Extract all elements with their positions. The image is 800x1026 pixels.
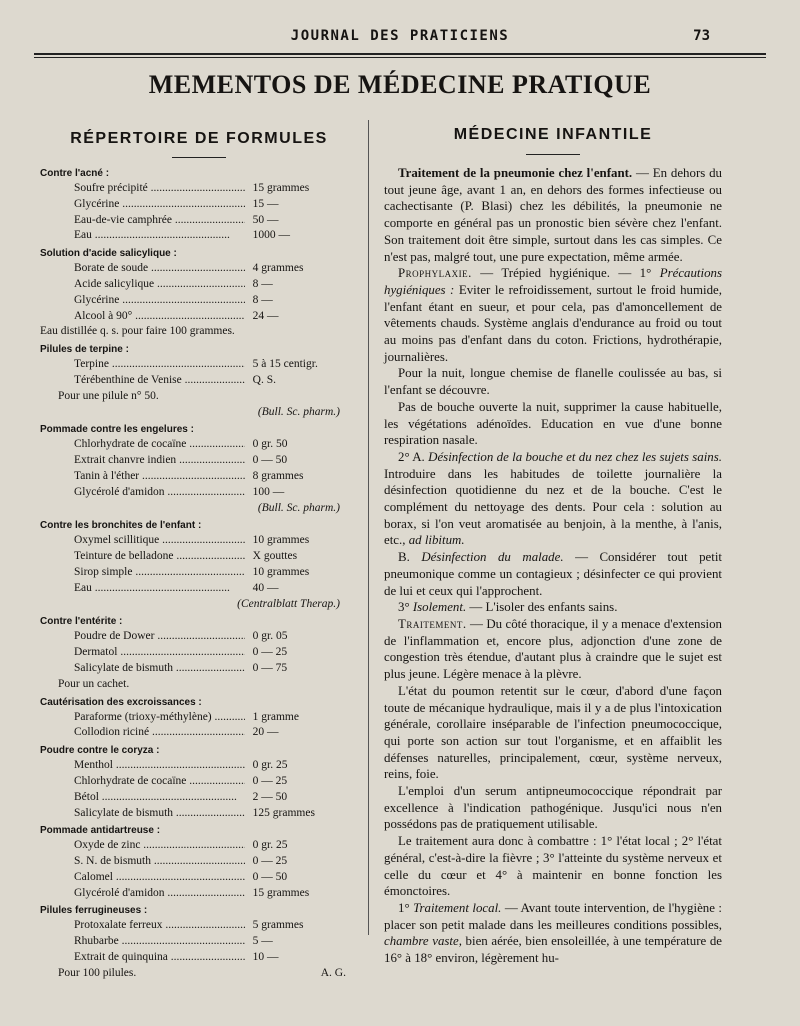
ingredient-row <box>40 228 358 244</box>
ingredient-quantity: 15 grammes <box>252 182 310 194</box>
ingredient-row <box>40 469 358 485</box>
header-rule <box>34 53 766 55</box>
ingredient-quantity: 40 — <box>252 581 279 594</box>
ingredient-row <box>40 549 358 565</box>
formula-note: Pour 100 pilules. A. G. <box>40 966 358 982</box>
ingredient-name: Glycérine ..... <box>40 197 245 213</box>
ingredient-name: Teinture de belladone ..... <box>40 549 245 565</box>
ingredient-quantity: 24 — <box>252 309 279 322</box>
ingredient-quantity: 8 — <box>252 277 273 290</box>
ingredient-name: Eau-de-vie camphrée ..... <box>40 213 245 229</box>
section-rule <box>172 157 226 158</box>
ingredient-quantity: 125 grammes <box>252 806 315 819</box>
ingredient-quantity: 0 — 75 <box>252 661 288 674</box>
ingredient-quantity: 10 grammes <box>252 565 310 578</box>
ingredient-row <box>40 886 358 902</box>
ingredient-quantity: 1000 — <box>252 229 291 242</box>
ingredient-row <box>40 806 358 822</box>
ingredient-quantity: X gouttes <box>252 550 298 563</box>
ingredient-name: Protoxalate ferreux ..... <box>40 918 245 934</box>
ingredient-quantity: 0 — 50 <box>252 454 288 467</box>
ingredient-name: Extrait de quinquina ..... <box>40 950 245 966</box>
ingredient-row <box>40 565 358 581</box>
ingredient-name: Salicylate de bismuth ..... <box>40 661 245 677</box>
ingredient-name: Extrait chanvre indien ..... <box>40 453 245 469</box>
ingredient-name: Térébenthine de Venise ..... <box>40 373 245 389</box>
ingredient-name: Eau ..... <box>40 228 245 244</box>
ingredient-row <box>40 790 358 806</box>
paragraph: L'emploi d'un serum antipneumococcique répondrait par excellence à l'indication pathogénique. Jusqu'ici nous n'en possédons pas de pratiquement utilisable. <box>384 784 722 832</box>
ingredient-quantity: 0 gr. 05 <box>252 630 288 643</box>
ingredient-name: Salicylate de bismuth ..... <box>40 806 245 822</box>
ingredient-quantity: 15 — <box>252 197 279 210</box>
ingredient-name: Terpine ..... <box>40 357 245 373</box>
formula-heading: Poudre contre le coryza : <box>40 745 160 757</box>
ingredient-quantity: Q. S. <box>252 373 276 386</box>
ingredient-name: Borate de soude ..... <box>40 261 245 277</box>
ingredient-row <box>40 197 358 213</box>
ingredient-name: Glycérolé d'amidon ..... <box>40 886 245 902</box>
ingredient-name: Chlorhydrate de cocaïne ..... <box>40 437 245 453</box>
ingredient-quantity: 5 — <box>252 935 273 948</box>
formula-list <box>40 166 358 982</box>
running-head: JOURNAL DES PRATICIENS <box>290 28 510 44</box>
paragraph: 3° Isolement. — L'isoler des enfants sains. <box>398 600 618 615</box>
ingredient-row <box>40 453 358 469</box>
medicine-column <box>384 126 722 967</box>
ingredient-name: Soufre précipité ..... <box>40 181 245 197</box>
ingredient-row <box>40 373 358 389</box>
ingredient-name: Chlorhydrate de cocaïne ..... <box>40 774 245 790</box>
ingredient-quantity: 8 — <box>252 293 273 306</box>
formula-group <box>40 614 358 692</box>
subheading-prophylaxie: Prophylaxie. <box>398 266 472 281</box>
ingredient-row <box>40 950 358 966</box>
formula-heading: Cautérisation des excroissances : <box>40 696 202 708</box>
ingredient-row <box>40 629 358 645</box>
ingredient-name: Paraforme (trioxy-méthylène) ..... <box>40 710 245 726</box>
ingredient-quantity: 8 grammes <box>252 469 304 482</box>
ingredient-name: Poudre de Dower ..... <box>40 629 245 645</box>
ingredient-quantity: 10 — <box>252 951 279 964</box>
ingredient-quantity: 0 gr. 25 <box>252 759 288 772</box>
formula-note: Pour un cachet. <box>58 677 130 690</box>
ingredient-row <box>40 357 358 373</box>
formula-group <box>40 166 358 244</box>
page-number: 73 <box>693 28 710 44</box>
ingredient-quantity: 1 gramme <box>252 710 299 723</box>
ingredient-row <box>40 725 358 741</box>
ingredient-row <box>40 710 358 726</box>
ingredient-name: Sirop simple ..... <box>40 565 245 581</box>
ingredient-row <box>40 838 358 854</box>
formula-heading: Pilules ferrugineuses : <box>40 905 148 917</box>
page-header <box>34 28 766 50</box>
formula-group <box>40 903 358 981</box>
ingredient-row <box>40 437 358 453</box>
section-title-formulas: RÉPERTOIRE DE FORMULES <box>70 130 328 147</box>
ingredient-row <box>40 870 358 886</box>
formula-heading: Contre l'acné : <box>40 168 110 179</box>
formula-source: (Bull. Sc. pharm.) <box>257 405 340 418</box>
subheading-traitement: Traitement. <box>398 616 467 631</box>
ingredient-row <box>40 213 358 229</box>
ingredient-name: Oxymel scillitique ..... <box>40 533 245 549</box>
ingredient-quantity: 5 grammes <box>252 919 304 932</box>
formula-group <box>40 695 358 742</box>
ingredient-name: Glycérolé d'amidon ..... <box>40 485 245 501</box>
ingredient-name: Rhubarbe ..... <box>40 934 245 950</box>
ingredient-row <box>40 934 358 950</box>
formula-group <box>40 518 358 612</box>
paragraph: Traitement de la pneumonie chez l'enfant. — En dehors du tout jeune âge, avant 1 an, en dehors des formes infectieuse ou cachectisante (P. Blasi) chez les débilités, la pneumonie ne comporte en général pas un pronostic bien sévère chez l'enfant. Son traitement doit être simple, surtout dans les cas simples. Ce n'est pas, malgré tout, une pure expectation, même armée. <box>384 166 722 264</box>
formula-source: (Bull. Sc. pharm.) <box>257 501 340 514</box>
formula-group <box>40 823 358 901</box>
formulas-column <box>40 130 358 984</box>
ingredient-row <box>40 261 358 277</box>
header-rule-thin <box>34 57 766 58</box>
formula-heading: Contre les bronchites de l'enfant : <box>40 520 202 532</box>
ingredient-quantity: 4 grammes <box>252 262 304 275</box>
formula-note: Eau distillée q. s. pour faire 100 grammes. <box>40 325 235 338</box>
paragraph: Prophylaxie. — Trépied hygiénique. — 1° Précautions hygiéniques : Eviter le refroidissement, surtout le froid humide, l'enfant étant en sueur, et pour cela, pas d'amoncellement de vêtements chauds. Système anglais d'endurance au froid ou tout au moins pas d'enfant dans du coton. Frictions, hydrothérapie, journalières. <box>384 266 722 364</box>
ingredient-row <box>40 645 358 661</box>
ingredient-quantity: 0 — 25 <box>252 646 288 659</box>
ingredient-row <box>40 918 358 934</box>
paragraph: Le traitement aura donc à combattre : 1° l'état local ; 2° l'état général, c'est-à-dire la fièvre ; 3° l'atteinte du système nerveux et celle du cœur et 4° à maintenir en bonne fonction les émonctoires. <box>384 834 722 899</box>
ingredient-name: Acide salicylique ..... <box>40 277 245 293</box>
formula-heading: Solution d'acide salicylique : <box>40 248 177 260</box>
ingredient-name: Dermatol ..... <box>40 645 245 661</box>
formula-group <box>40 422 358 516</box>
formula-heading: Pommade antidartreuse : <box>40 825 161 837</box>
ingredient-name: Glycérine ..... <box>40 293 245 309</box>
formula-heading: Pommade contre les engelures : <box>40 424 194 436</box>
ingredient-name: Calomel ..... <box>40 870 245 886</box>
article-lead: Traitement de la pneumonie chez l'enfant. <box>398 166 633 180</box>
ingredient-quantity: 50 — <box>252 213 279 226</box>
formula-heading: Pilules de terpine : <box>40 344 129 356</box>
paragraph: Pas de bouche ouverte la nuit, supprimer la cause habituelle, les végétations adénoïdes. Education en vue d'une bonne respiration nasale. <box>384 399 722 448</box>
ingredient-row <box>40 309 358 325</box>
section-title-medicine: MÉDECINE INFANTILE <box>453 126 653 143</box>
ingredient-name: Collodion riciné ..... <box>40 725 245 741</box>
ingredient-name: Alcool à 90° ..... <box>40 309 245 325</box>
formula-group <box>40 743 358 821</box>
ingredient-row <box>40 181 358 197</box>
ingredient-row <box>40 854 358 870</box>
main-title: MEMENTOS DE MÉDECINE PRATIQUE <box>148 70 652 99</box>
paragraph: B. Désinfection du malade. — Considérer tout petit pneumonique comme un contagieux ; désinfecter ce qui provient de lui et ceux qui l'approchent. <box>384 550 722 598</box>
ingredient-row <box>40 485 358 501</box>
paragraph: Pour la nuit, longue chemise de flanelle coulissée au bas, si l'enfant se découvre. <box>384 366 722 398</box>
paragraph: 1° Traitement local. — Avant toute intervention, de l'hygiène : placer son petit malade dans les meilleures conditions possibles, chambre vaste, bien aérée, bien ensoleillée, à une température de 16° à 18° environ, légèrement hu- <box>384 900 722 966</box>
ingredient-row <box>40 533 358 549</box>
ingredient-quantity: 100 — <box>252 485 285 498</box>
ingredient-row <box>40 277 358 293</box>
formula-note: Pour une pilule n° 50. <box>58 389 159 402</box>
ingredient-name: S. N. de bismuth ..... <box>40 854 245 870</box>
author-signature: A. G. <box>320 966 346 979</box>
ingredient-quantity: 0 gr. 25 <box>252 839 288 852</box>
formula-source: (Centralblatt Therap.) <box>237 597 340 610</box>
ingredient-name: Tanin à l'éther ..... <box>40 469 245 485</box>
ingredient-quantity: 2 — 50 <box>252 790 288 803</box>
ingredient-row <box>40 758 358 774</box>
ingredient-quantity: 0 — 50 <box>252 870 288 883</box>
section-rule <box>526 154 580 155</box>
column-divider <box>368 120 369 935</box>
paragraph: L'état du poumon retentit sur le cœur, d'abord d'une façon toute de mécanique hydraulique, mais il y a de plus l'intoxication générale, corollaire inséparable de l'infection pneumococcique, qui porte son action sur tout l'organisme, et en affaiblit les défenses naturelles, principalement, cœur, système nerveux, reins, foie. <box>384 683 722 782</box>
formula-heading: Contre l'entérite : <box>40 616 123 628</box>
paragraph: 2° A. Désinfection de la bouche et du nez chez les sujets sains. Introduire dans les habitudes de toilette journalière la désinfection quotidienne du nez et de la bouche. C'est le complément du nettoyage des dents. Pour cela : solution au borax, si l'on veut aromatisée au benjoin, à la menthe, à l'anis, etc., ad libitum. <box>384 449 722 548</box>
ingredient-quantity: 15 grammes <box>252 886 310 899</box>
ingredient-row <box>40 774 358 790</box>
ingredient-name: Oxyde de zinc ..... <box>40 838 245 854</box>
formula-group <box>40 246 358 340</box>
ingredient-quantity: 10 grammes <box>252 534 310 547</box>
ingredient-name: Eau ..... <box>40 581 245 597</box>
ingredient-quantity: 0 — 25 <box>252 774 288 787</box>
ingredient-quantity: 20 — <box>252 726 279 739</box>
ingredient-row <box>40 661 358 677</box>
ingredient-name: Menthol ..... <box>40 758 245 774</box>
ingredient-quantity: 0 gr. 50 <box>252 438 288 451</box>
ingredient-quantity: 0 — 25 <box>252 855 288 868</box>
ingredient-name: Bétol ..... <box>40 790 245 806</box>
paragraph: Traitement. — Du côté thoracique, il y a menace d'extension de l'inflammation et, encore plus, adjonction d'une zone de congestion très étendue, d'autant plus à craindre que le sujet est plus jeune. Légère menace à la plèvre. <box>384 616 722 682</box>
ingredient-row <box>40 293 358 309</box>
formula-group <box>40 342 358 420</box>
ingredient-quantity: 5 à 15 centigr. <box>252 358 318 371</box>
ingredient-row <box>40 581 358 597</box>
